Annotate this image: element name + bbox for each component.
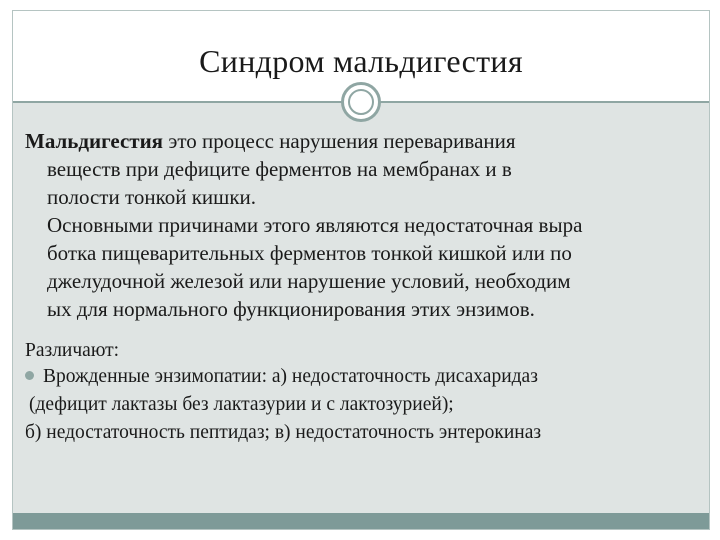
slide-title: Синдром мальдигестия bbox=[199, 43, 523, 79]
definition-term: Мальдигестия bbox=[25, 129, 164, 153]
definition-line-1 bbox=[25, 127, 715, 155]
distinguish-label: Различают: bbox=[25, 340, 120, 361]
circle-ornament-icon bbox=[341, 82, 381, 122]
footer-bar bbox=[13, 513, 709, 529]
definition-line-5: ботка пищеварительных ферментов тонкой кишкой или по bbox=[47, 241, 572, 265]
definition-line-4: Основными причинами этого являются недостаточная выра bbox=[47, 213, 583, 237]
definition-paragraph bbox=[25, 127, 715, 323]
definition-line-6: джелудочной железой или нарушение условий, необходим bbox=[47, 269, 571, 293]
definition-line-2: веществ при дефиците ферментов на мембранах и в bbox=[47, 157, 512, 181]
bullet-icon bbox=[25, 371, 34, 380]
bullet-item bbox=[25, 364, 538, 390]
bullet-line-3: б) недостаточность пептидаз; в) недостаточность энтерокиназ bbox=[25, 422, 542, 443]
definition-line-7: ых для нормального функционирования этих энзимов. bbox=[47, 297, 535, 321]
bullet-line-1: Врожденные энзимопатии: а) недостаточность дисахаридаз bbox=[43, 366, 538, 387]
definition-line-1-text: это процесс нарушения переваривания bbox=[163, 129, 516, 153]
circle-ornament-inner bbox=[348, 89, 374, 115]
slide bbox=[12, 10, 710, 530]
bullet-line-2: (дефицит лактазы без лактазурии и с лактозурией); bbox=[29, 394, 454, 415]
definition-line-3: полости тонкой кишки. bbox=[47, 185, 257, 209]
